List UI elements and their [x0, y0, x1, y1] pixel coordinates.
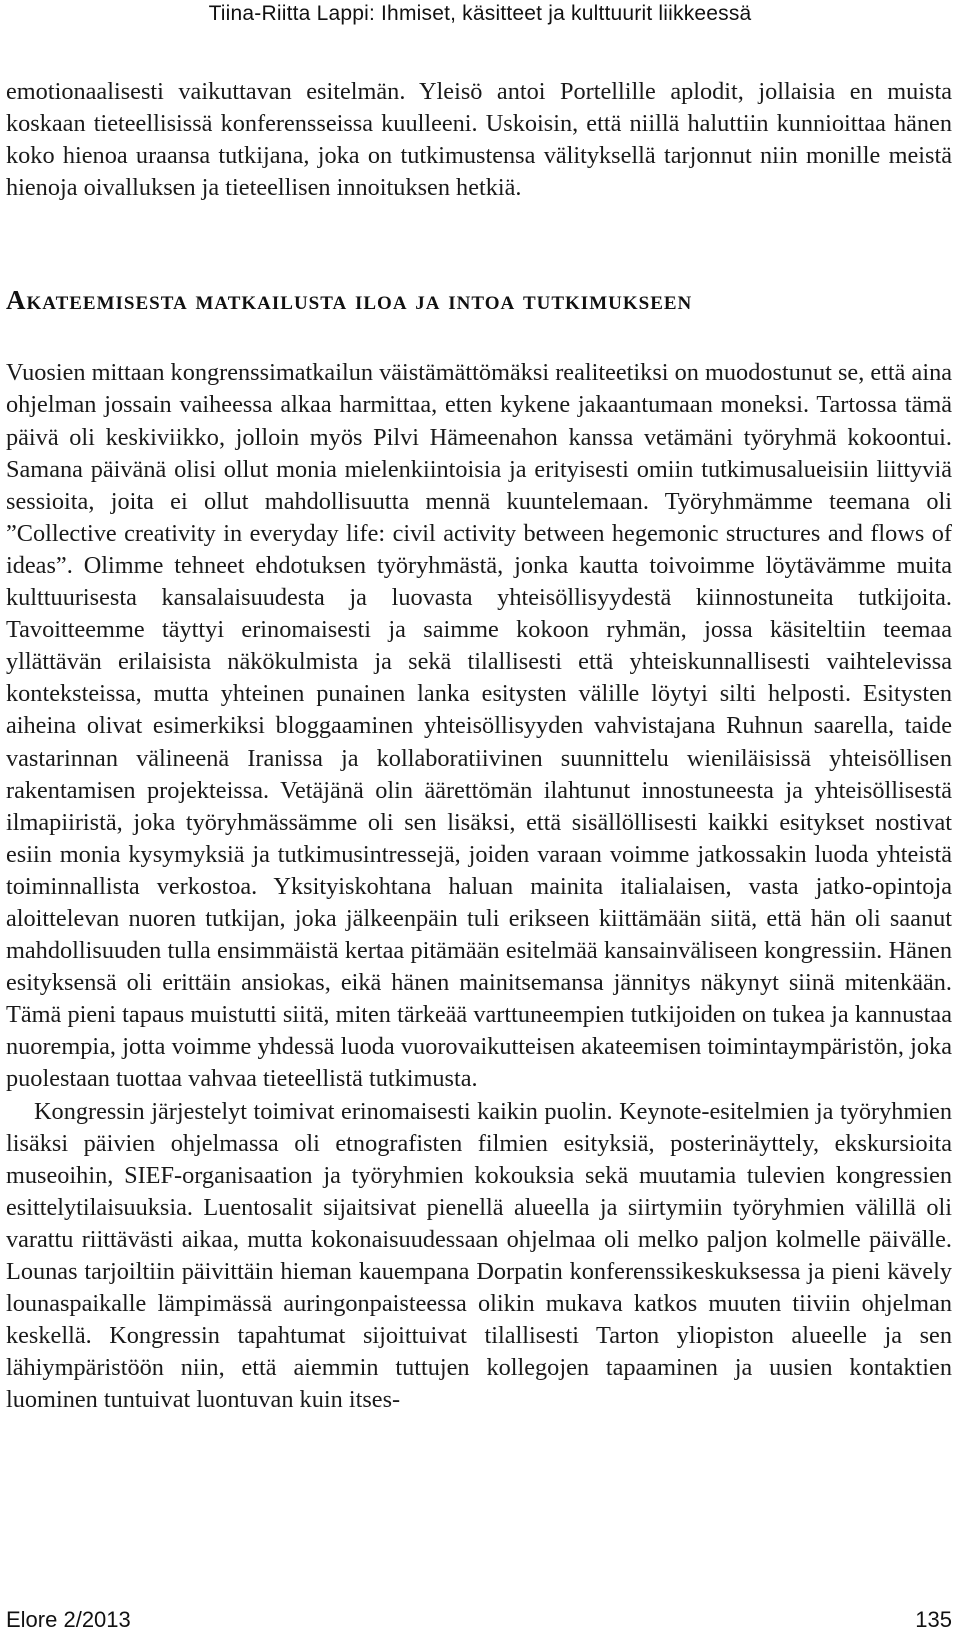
journal-issue: Elore 2/2013	[6, 1607, 131, 1632]
body-paragraph-1: Vuosien mittaan kongrenssimatkailun väistämättömäksi realiteetiksi on muodostunut se, että aina ohjelman jossain vaiheessa alkaa harmittaa, etten kykene jakaantumaan moneksi. Tartossa tämä päivä oli keskiviikko, jolloin myös Pilvi Hämeenahon kanssa vetämäni työryhmä kokoontui. Samana päivänä olisi ollut monia mielenkiintoisia ja erityisesti omiin tutkimusalueisiin liittyviä sessioita, joita ei ollut mahdollisuutta mennä kuuntelemaan. Työryhmämme teemana oli ”Collective creativity in everyday life: civil activity between hegemonic structures and flows of ideas”. Olimme tehneet ehdotuksen työryhmästä, jonka kautta toivoimme löytävämme muita kulttuurisesta kansalaisuudesta ja luovasta yhteisöllisyydestä kiinnostuneita tutkijoita. Tavoitteemme täyttyi erinomaisesti ja saimme kokoon ryhmän, jossa käsiteltiin teemaa yllättävän erilaisista näkökulmista ja sekä tilallisesti että yhteiskunnallisesti vaihtelevissa konteksteissa, mutta yhteinen punainen lanka esitysten välille löytyi silti helposti. Esitysten aiheina olivat esimerkiksi bloggaaminen yhteisöllisyyden vahvistajana Ruhnun saarella, taide vastarinnan välineenä Iranissa ja kollaboratiivinen suunnittelu wieniläisissä yhteisöllisen rakentamisen projekteissa. Vetäjänä olin äärettömän ilahtunut innostuneesta ja yhteisöllisestä ilmapiiristä, joka työryhmässämme oli sen lisäksi, että sisällöllisesti kaikki esitykset nostivat esiin monia kysymyksiä ja tutkimusintressejä, joiden varaan voimme jatkossakin luoda yhteistä toiminnallista verkostoa. Yksityiskohtana haluan mainita italialaisen, vasta jatko-opintoja aloittelevan nuoren tutkijan, joka jälkeenpäin tuli erikseen kiittämään siitä, että hän oli saanut mahdollisuuden tulla ensimmäistä kertaa pitämään esitelmää kansainväliseen kongressiin. Hänen esityksensä oli erittäin ansiokas, eikä hänen mainitsemansa jännitys näkynyt siinä mitenkään. Tämä pieni tapaus muistutti siitä, miten tärkeää varttuneempien tutkijoiden on tukea ja kannustaa nuorempia, jotta voimme yhdessä luoda vuorovaikutteisen akateemisen toimintaympäristön, joka puolestaan tuottaa vahvaa tieteellistä tutkimusta.	[6, 359, 952, 1093]
intro-paragraph: emotionaalisesti vaikuttavan esitelmän. Yleisö antoi Portellille aplodit, jollaisia en muista koskaan tieteellisissä konferensseissa kuulleeni. Uskoisin, että niillä haluttiin kunnioittaa hänen koko hienoa uraansa tutkijana, joka on tutkimustensa välityksellä tarjonnut niin monille meistä hienoja oivalluksen ja tieteellisen innoituksen hetkiä.	[6, 78, 952, 202]
section-heading: Akateemisesta matkailusta iloa ja intoa tutkimukseen	[6, 285, 693, 316]
article-body	[6, 76, 952, 1416]
running-header: Tiina-Riitta Lappi: Ihmiset, käsitteet ja kulttuurit liikkeessä	[208, 2, 752, 25]
page-number: 135	[915, 1607, 952, 1632]
body-paragraph-2: Kongressin järjestelyt toimivat erinomaisesti kaikin puolin. Keynote-esitelmien ja työryhmien lisäksi päivien ohjelmassa oli etnografisten filmien esityksiä, posterinäyttely, ekskursioita museoihin, SIEF-organisaation ja työryhmien kokouksia sekä muutamia tulevien kongressien esittelytilaisuuksia. Luentosalit sijaitsivat pienellä alueella ja siirtymiin työryhmien välillä oli varattu riittävästi aikaa, mutta kokonaisuudessaan ohjelmaa oli melko paljon kolmelle päivälle. Lounas tarjoiltiin päivittäin hieman kauempana Dorpatin konferenssikeskuksessa ja pieni kävely lounaspaikalle lämpimässä auringonpaisteessa olikin mukava katkos muuten tiiviin ohjelman keskellä. Kongressin tapahtumat sijoittuivat tilallisesti Tarton yliopiston alueelle ja sen lähiympäristöön niin, että aiemmin tuttujen kollegojen tapaaminen ja uusien kontaktien luominen tuntuivat luontuvan kuin itses-	[6, 1097, 952, 1414]
